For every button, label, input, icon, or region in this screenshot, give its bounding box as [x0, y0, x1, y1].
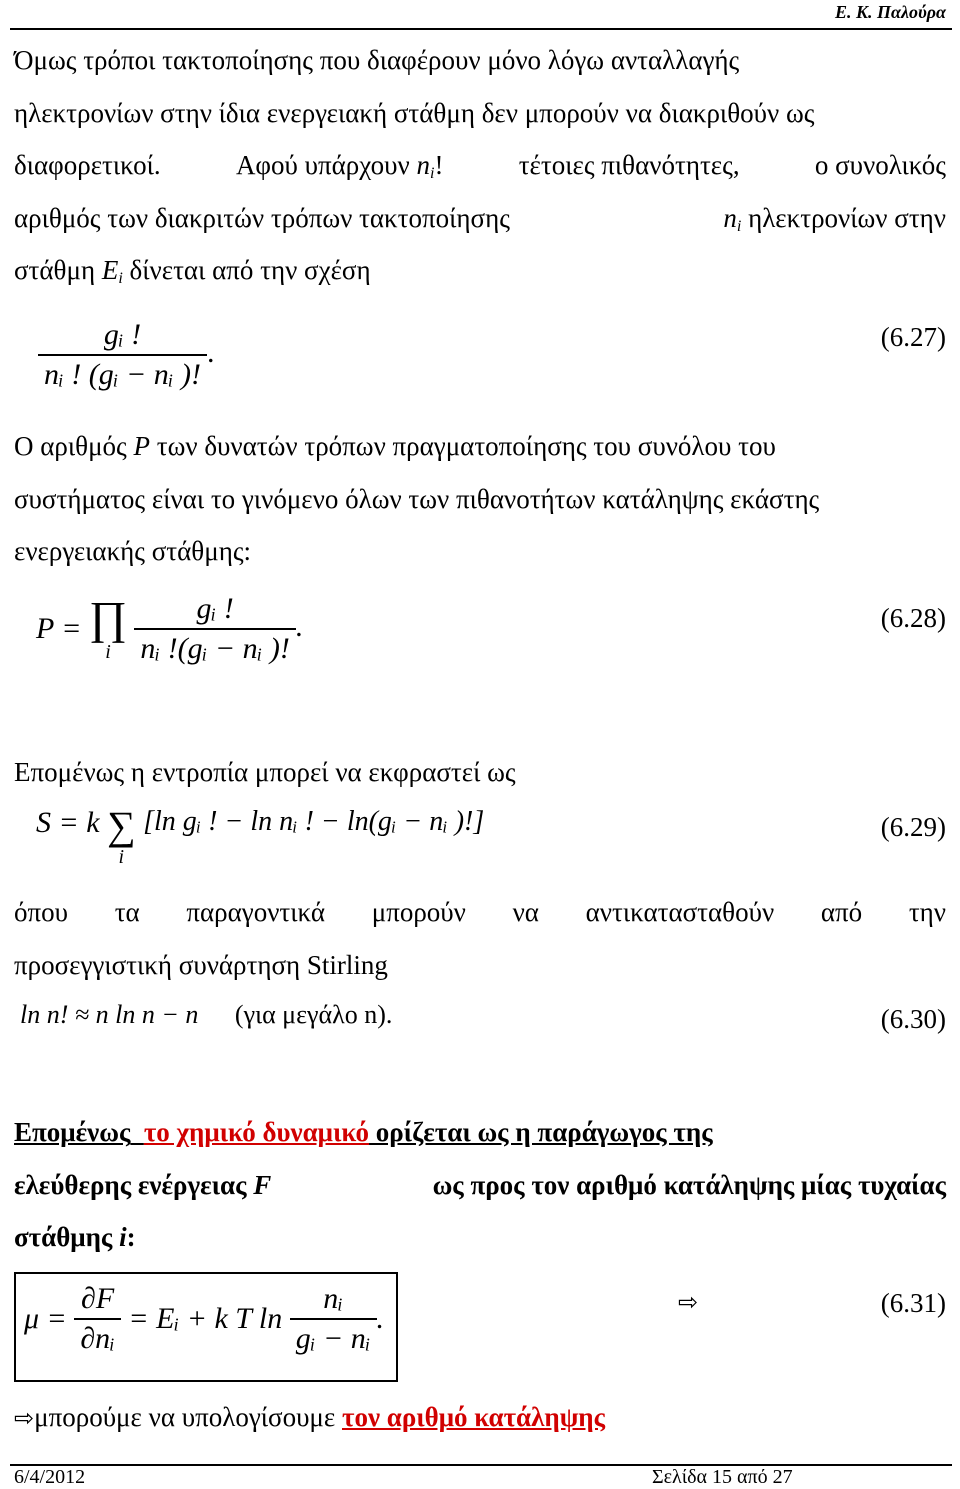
- hollow-arrow-right-icon: ⇨: [678, 1288, 699, 1316]
- line: Ο αριθμός P των δυνατών τρόπων πραγματοποίησης του συνόλου του: [14, 431, 776, 461]
- paragraph-occupancy: ⇨μπορούμε να υπολογίσουμε τον αριθμό κατάληψης: [14, 1402, 605, 1432]
- text: Αφού υπάρχουν $n_i$!: [235, 150, 444, 182]
- text: διαφορετικοί.: [14, 150, 161, 180]
- equation-6-29: S = k ∑ i [ln gᵢ ! − ln nᵢ ! − ln(gᵢ − nᵢ )!]: [36, 803, 485, 868]
- text: τέτοιες πιθανότητες,: [518, 150, 740, 180]
- line: ηλεκτρονίων στην ίδια ενεργειακή στάθμη δεν μπορούν να διακριθούν ως: [14, 97, 815, 128]
- line: [14, 139, 946, 192]
- equation-6-30: ln n! ≈ n ln n − n (για μεγάλο n).: [20, 1000, 393, 1029]
- equation-6-28: P = ∏ i $\frac{\text{gᵢ !}}{\text{nᵢ !(gᵢ − nᵢ )!}}$ .: [36, 591, 304, 665]
- line: Επομένως η εντροπία μπορεί να εκφραστεί ως: [14, 757, 516, 787]
- paragraph-stirling: [14, 886, 946, 991]
- footer-page-number: Σελίδα 15 από 27: [652, 1466, 793, 1488]
- paragraph-chemical-potential: [14, 1106, 946, 1264]
- line: [14, 192, 946, 245]
- line: ελεύθερης ενέργειας F ως προς τον αριθμό κατάληψης μίας τυχαίας: [14, 1169, 946, 1200]
- text: $n_i$ ηλεκτρονίων στην: [723, 202, 946, 235]
- header-rule: [10, 28, 952, 30]
- equation-number: (6.27): [880, 322, 946, 352]
- header-author: Ε. Κ. Παλούρα: [834, 2, 946, 22]
- equation-6-27: $\frac{\text{gᵢ !}}{\text{nᵢ ! (gᵢ − nᵢ )!}}$ .: [38, 318, 214, 392]
- line: στάθμης i:: [14, 1222, 136, 1252]
- line: προσεγγιστική συνάρτηση Stirling: [14, 949, 388, 980]
- equation-number: (6.29): [880, 812, 946, 842]
- equation-number: (6.31): [880, 1288, 946, 1318]
- footer-rule: [10, 1464, 952, 1466]
- equation-number: (6.30): [880, 1004, 946, 1034]
- hollow-arrow-right-icon: ⇨: [14, 1404, 35, 1432]
- line: στάθμη $E_i$ δίνεται από την σχέση: [14, 255, 371, 287]
- equation-number: (6.28): [880, 603, 946, 633]
- line: Όμως τρόποι τακτοποίησης που διαφέρουν μόνο λόγω ανταλλαγής: [14, 45, 740, 75]
- paragraph-entropy: [14, 746, 946, 799]
- paragraph-exchange: [14, 34, 946, 297]
- text: ο συνολικός: [814, 150, 946, 180]
- paragraph-probability: [14, 420, 946, 578]
- line: όπου τα παραγοντικά μπορούν να αντικατασταθούν από την: [14, 897, 946, 927]
- line: συστήματος είναι το γινόμενο όλων των πιθανοτήτων κατάληψης εκάστης: [14, 483, 820, 514]
- line: ενεργειακής στάθμης:: [14, 536, 252, 566]
- line: Επομένως το χημικό δυναμικό ορίζεται ως η παράγωγος της: [14, 1117, 713, 1147]
- equation-6-31: μ = $\frac{\partial F}{\text{∂nᵢ}}$ = Eᵢ + k T ln $\frac{\text{nᵢ}}{\text{gᵢ − nᵢ}}$ .: [24, 1282, 384, 1355]
- text: αριθμός των διακριτών τρόπων τακτοποίησης: [14, 202, 510, 233]
- footer-date: 6/4/2012: [14, 1466, 86, 1488]
